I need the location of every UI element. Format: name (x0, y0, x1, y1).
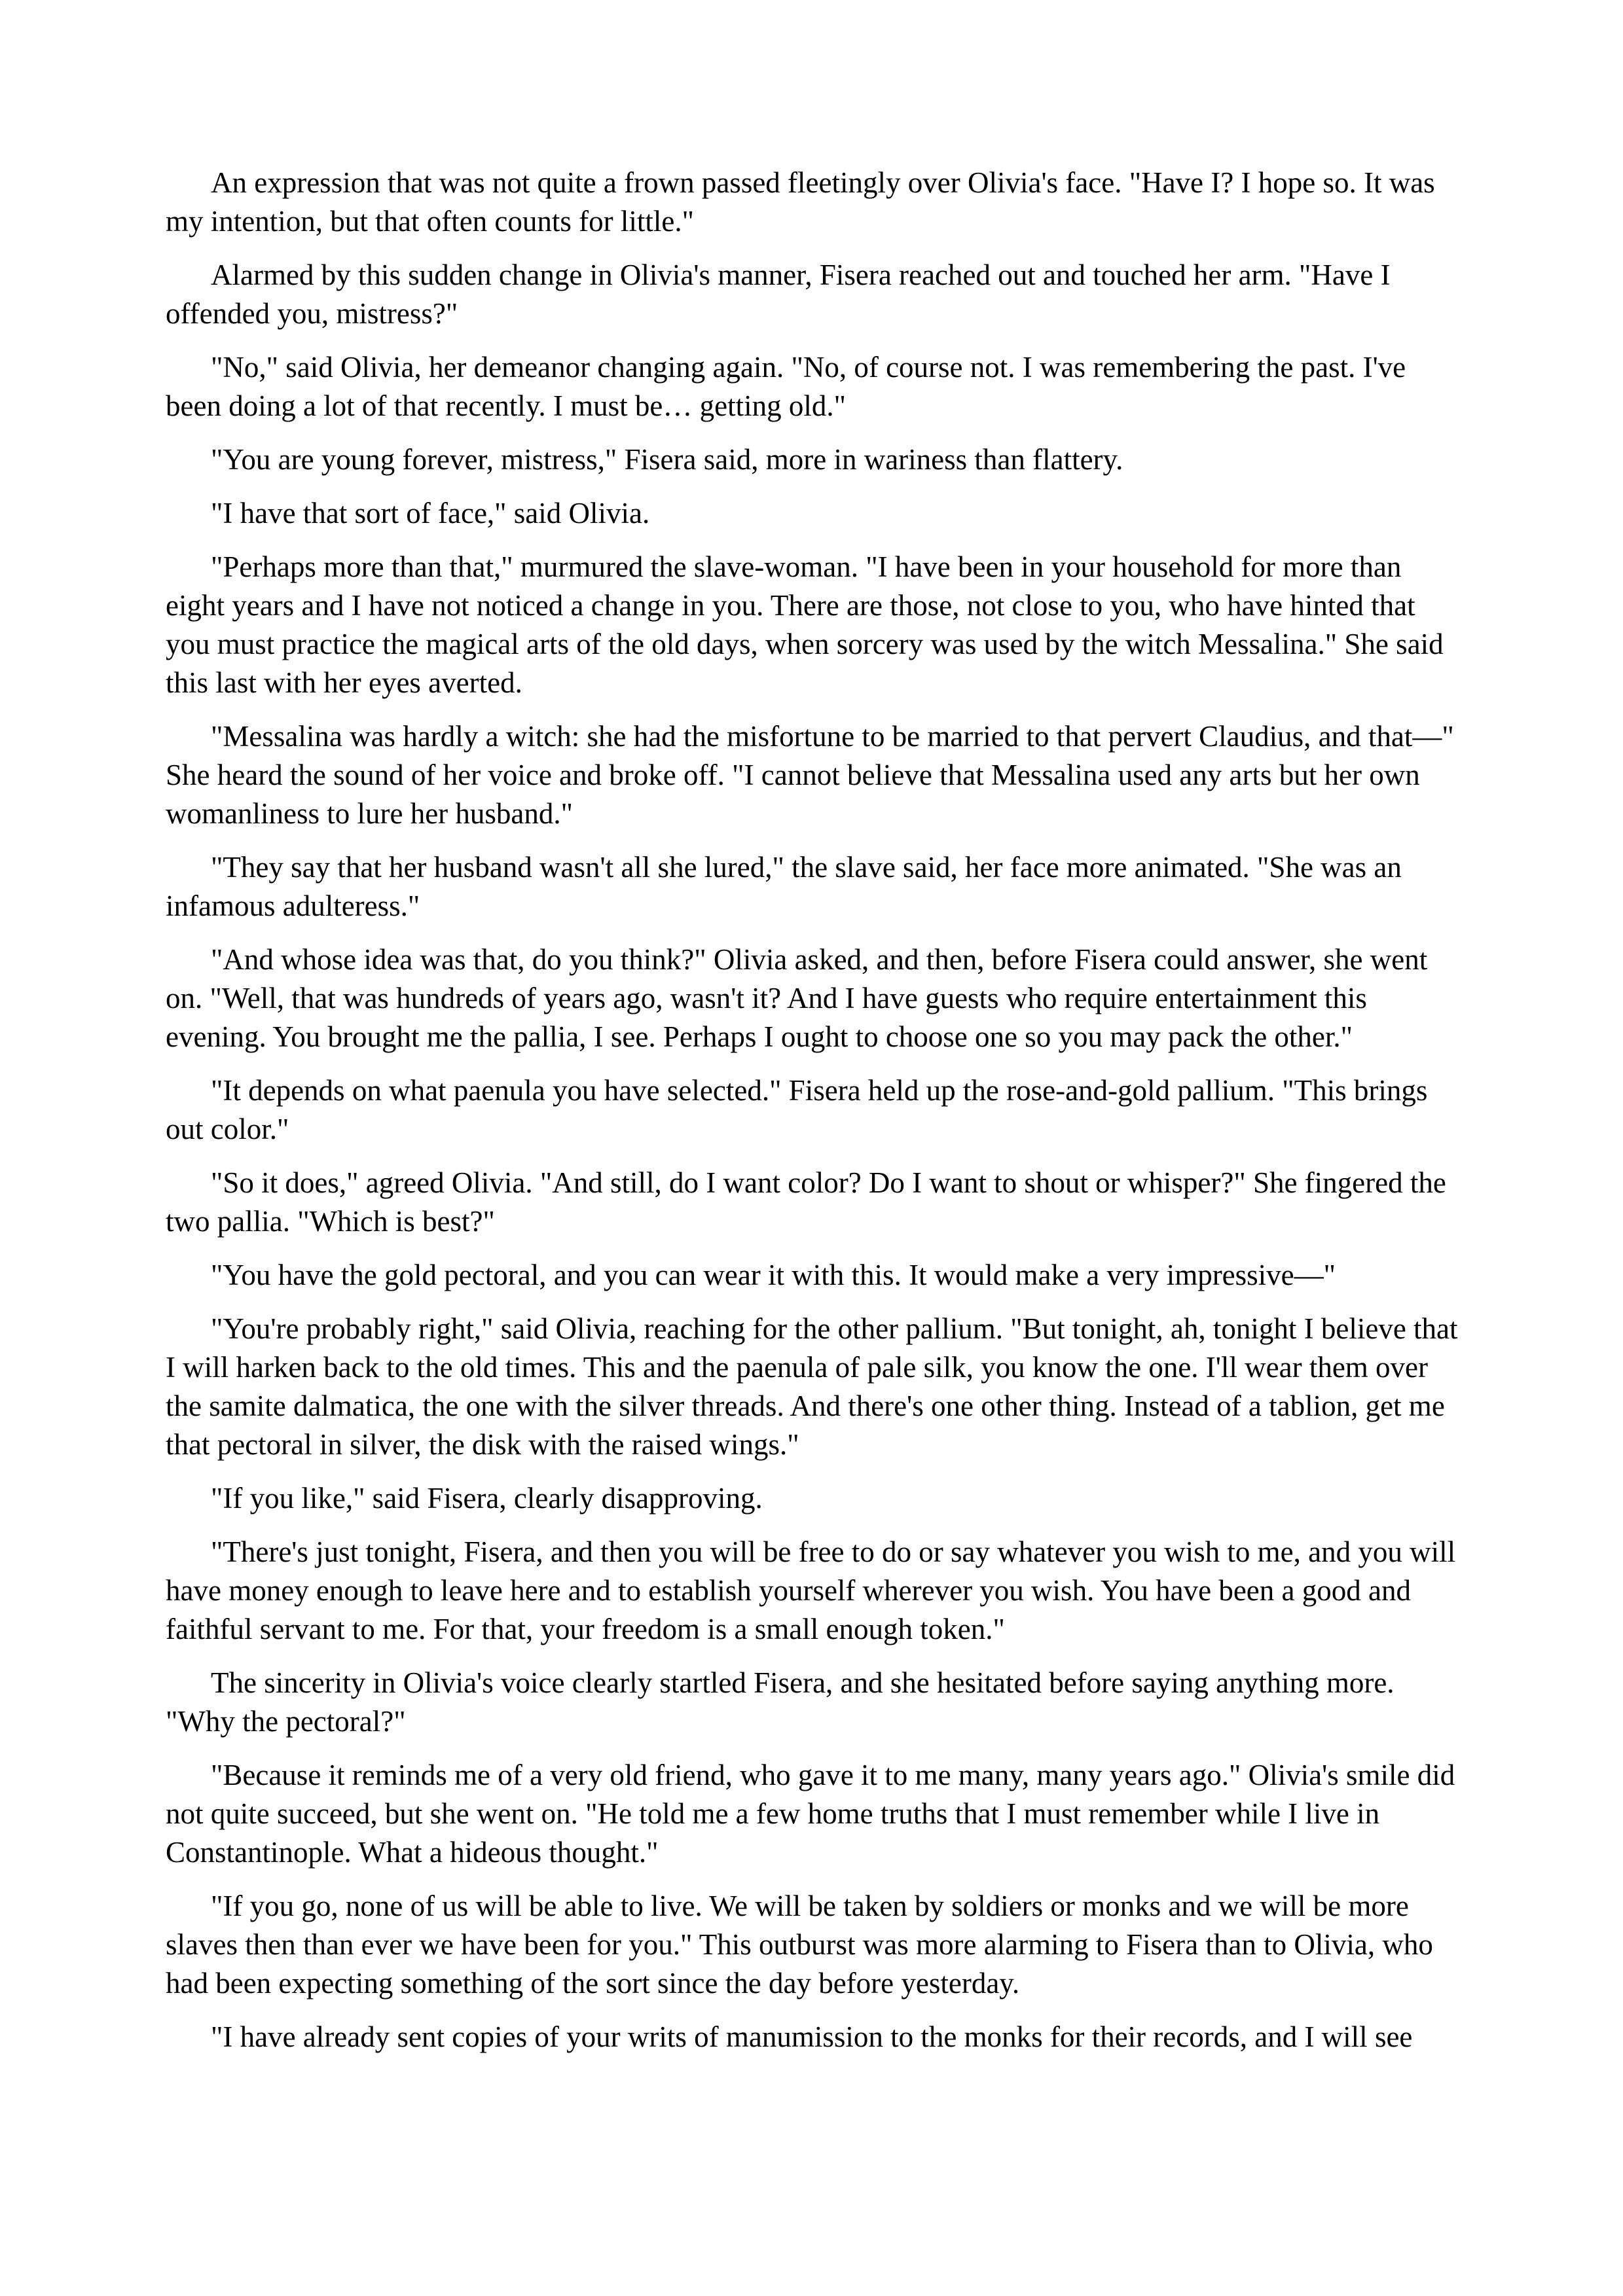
paragraph: "No," said Olivia, her demeanor changing again. "No, of course not. I was remembering the past. I've been doing a lot of that recently. I must be… getting old." (166, 351, 1406, 422)
paragraph: "If you go, none of us will be able to live. We will be taken by soldiers or monks and we will be more slaves then than ever we have been for you." This outburst was more alarming to Fisera than to Olivia, who had been expecting something of the sort since the day before yesterday. (166, 1890, 1433, 2000)
text-body (166, 164, 1459, 2072)
paragraph: "Because it reminds me of a very old friend, who gave it to me many, many years ago." Olivia's smile did not quite succeed, but she went on. "He told me a few home truths that I must remember while I live in Constantinople. What a hideous thought." (166, 1759, 1455, 1869)
paragraph: "There's just tonight, Fisera, and then you will be free to do or say whatever you wish to me, and you will have money enough to leave here and to establish yourself wherever you wish. You have been a good and faithful servant to me. For that, your freedom is a small enough token." (166, 1535, 1456, 1645)
paragraph: "If you like," said Fisera, clearly disapproving. (211, 1482, 763, 1515)
paragraph: The sincerity in Olivia's voice clearly startled Fisera, and she hesitated before saying anything more. "Why the pectoral?" (166, 1666, 1395, 1738)
paragraph: "Messalina was hardly a witch: she had the misfortune to be married to that pervert Claudius, and that—" She heard the sound of her voice and broke off. "I cannot believe that Messalina used any arts but her own womanliness to lure her husband." (166, 720, 1454, 830)
paragraph: "Perhaps more than that," murmured the slave-woman. "I have been in your household for more than eight years and I have not noticed a change in you. There are those, not close to you, who have hinted that you must practice the magical arts of the old days, when sorcery was used by the witch Messalina." She said this last with her eyes averted. (166, 550, 1444, 699)
paragraph: "You are young forever, mistress," Fisera said, more in wariness than flattery. (211, 443, 1123, 476)
paragraph: "You have the gold pectoral, and you can wear it with this. It would make a very impressive—" (211, 1259, 1336, 1291)
paragraph: "It depends on what paenula you have selected." Fisera held up the rose-and-gold pallium. "This brings out color." (166, 1074, 1428, 1145)
paragraph: "They say that her husband wasn't all she lured," the slave said, her face more animated. "She was an infamous adulteress." (166, 851, 1402, 922)
paragraph: "You're probably right," said Olivia, reaching for the other pallium. "But tonight, ah, tonight I believe that I will harken back to the old times. This and the paenula of pale silk, you know the one. I'll wear them over the samite dalmatica, the one with the silver threads. And there's one other thing. Instead of a tablion, get me that pectoral in silver, the disk with the raised wings." (166, 1312, 1458, 1461)
paragraph: "I have that sort of face," said Olivia. (211, 497, 650, 529)
paragraph: An expression that was not quite a frown passed fleetingly over Olivia's face. "Have I? I hope so. It was my intention, but that often counts for little." (166, 166, 1435, 238)
paragraph: Alarmed by this sudden change in Olivia's manner, Fisera reached out and touched her arm. "Have I offended you, mistress?" (166, 259, 1391, 330)
paragraph: "And whose idea was that, do you think?" Olivia asked, and then, before Fisera could answer, she went on. "Well, that was hundreds of years ago, wasn't it? And I have guests who require entertainment this evening. You brought me the pallia, I see. Perhaps I ought to choose one so you may pack the other." (166, 943, 1428, 1053)
paragraph: "So it does," agreed Olivia. "And still, do I want color? Do I want to shout or whisper?" She fingered the two pallia. "Which is best?" (166, 1166, 1446, 1238)
paragraph: "I have already sent copies of your writs of manumission to the monks for their records, and I will see (211, 2020, 1413, 2053)
